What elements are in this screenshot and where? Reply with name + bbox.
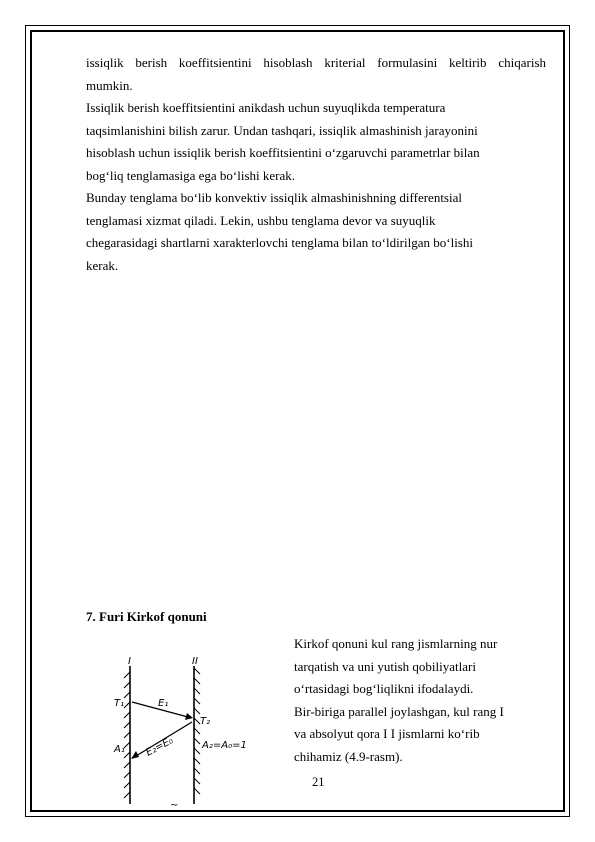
text-line: Bunday tenglama bo‘lib konvektiv issiqlik almashinishning differentsial xyxy=(86,190,462,205)
text-line: Kirkof qonuni kul rang jismlarning nur xyxy=(294,636,498,651)
text-line: o‘rtasidagi bog‘liqlikni ifodalaydi. xyxy=(294,681,474,696)
e2-label: E₂=E₀ xyxy=(144,735,176,759)
wall-2-label: II xyxy=(192,656,198,667)
section-heading: 7. Furi Kirkof qonuni xyxy=(86,609,207,624)
t2-label: T₂ xyxy=(200,716,211,727)
a2-label: A₂=A₀=1 xyxy=(202,740,247,751)
right-column-text xyxy=(294,633,549,768)
wall-1-label: I xyxy=(128,656,131,667)
text-line: bog‘liq tenglamasiga ega bo‘lishi kerak. xyxy=(86,167,296,183)
text-line: Bir-biriga parallel joylashgan, kul rang I xyxy=(294,703,504,719)
text-line: issiqlik berish koeffitsientini hisoblash kriterial formulasini keltirib chiqarish xyxy=(86,55,546,70)
text-line: Issiqlik berish koeffitsientini anikdash uchun suyuqlikda temperatura xyxy=(86,100,446,115)
text-line: chegarasidagi shartlarni xarakterlovchi tenglama bilan to‘ldirilgan bo‘lishi xyxy=(86,235,473,250)
text-line: chihamiz (4.9-rasm). xyxy=(294,748,403,764)
page-number: 21 xyxy=(312,775,325,789)
e1-label: E₁ xyxy=(158,698,169,709)
tilde-mark: ~ xyxy=(170,800,179,811)
text-line: va absolyut qora I I jismlarni ko‘rib xyxy=(294,726,480,741)
text-line: tarqatish va uni yutish qobiliyatlari xyxy=(294,658,476,674)
intro-paragraph xyxy=(86,52,546,277)
text-line: kerak. xyxy=(86,257,119,273)
text-line: hisoblash uchun issiqlik berish koeffitsientini o‘zgaruvchi parametrlar bilan xyxy=(86,145,480,160)
text-line: tenglamasi xizmat qiladi. Lekin, ushbu tenglama devor va suyuqlik xyxy=(86,212,436,228)
a1-label: A₁ xyxy=(114,744,125,755)
text-line: mumkin. xyxy=(86,77,133,93)
t1-label: T₁ xyxy=(114,698,125,709)
text-line: taqsimlanishini bilish zarur. Undan tashqari, issiqlik almashinish jarayonini xyxy=(86,122,478,138)
kirchhoff-diagram xyxy=(108,652,268,812)
